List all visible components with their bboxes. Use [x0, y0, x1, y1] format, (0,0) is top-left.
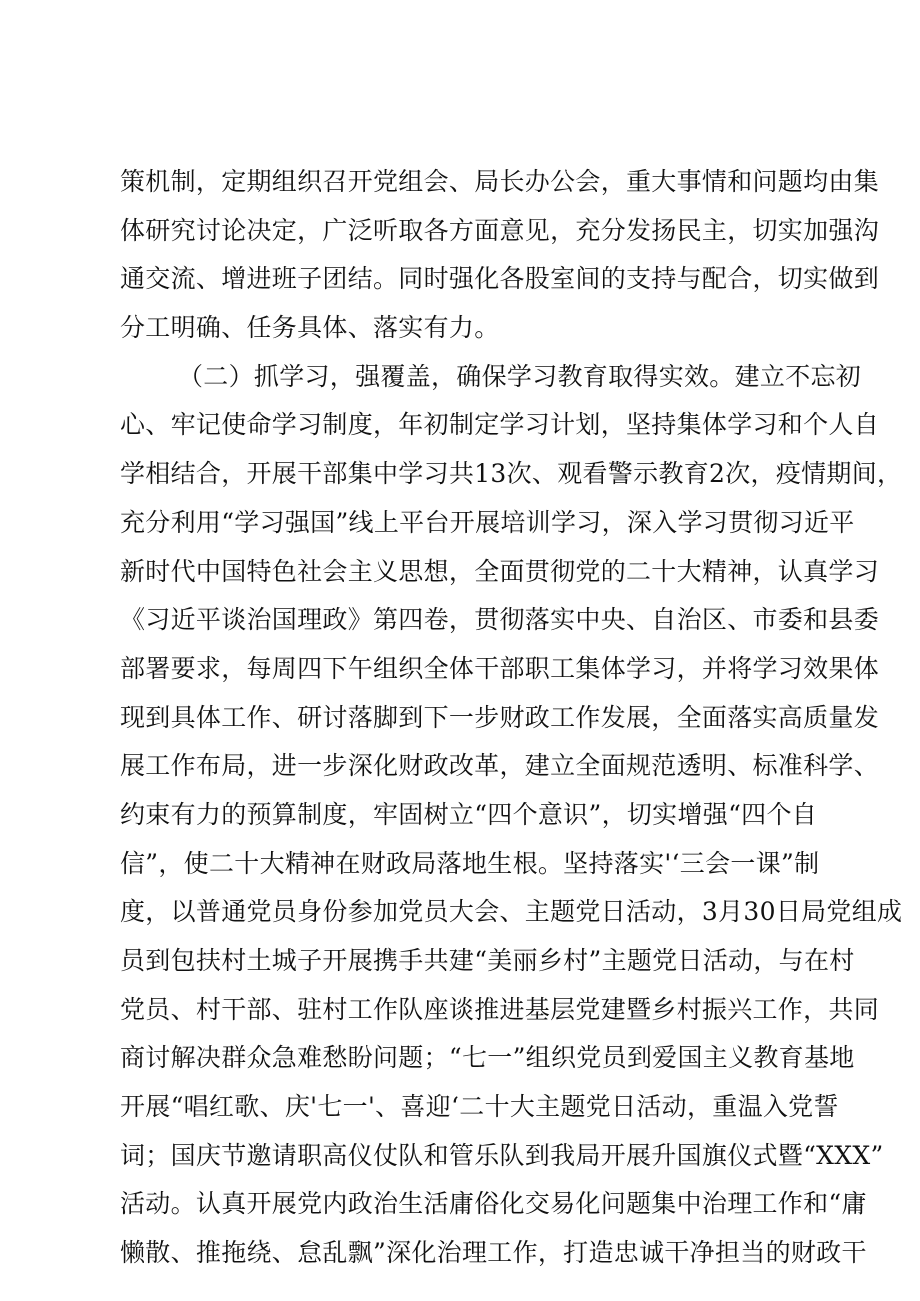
text-line: 策机制，定期组织召开党组会、局长办公会，重大事情和问题均由集	[120, 167, 880, 196]
text-line: 词；国庆节邀请职高仪仗队和管乐队到我局开展升国旗仪式暨“XXX”	[120, 1140, 884, 1170]
paragraph-1	[120, 158, 880, 353]
text-line: 学相结合，开展干部集中学习共13次、观看警示教育2次，疫情期间，	[120, 459, 903, 489]
text-line: 部署要求，每周四下午组织全体干部职工集体学习，并将学习效果体	[120, 653, 880, 683]
text-line: 活动。认真开展党内政治生活庸俗化交易化问题集中治理工作和“庸	[120, 1189, 867, 1219]
text-line: 商讨解决群众急难愁盼问题；“七一”组织党员到爱国主义教育基地	[120, 1043, 855, 1073]
text-line: 度，以普通党员身份参加党员大会、主题党日活动，3月30日局党组成	[120, 897, 903, 927]
paragraph-2	[120, 353, 903, 1278]
text-line: 现到具体工作、研讨落脚到下一步财政工作发展，全面落实高质量发	[120, 702, 880, 732]
text-line: 信”，使二十大精神在财政局落地生根。坚持落实'‘三会一课”制	[120, 848, 820, 878]
text-line: 员到包扶村土城子开展携手共建“美丽乡村”主题党日活动，与在村	[120, 946, 855, 975]
text-line: 新时代中国特色社会主义思想，全面贯彻党的二十大精神，认真学习	[120, 556, 880, 586]
text-line: 心、牢记使命学习制度，年初制定学习计划，坚持集体学习和个人自	[120, 410, 880, 440]
text-line: 展工作布局，进一步深化财政改革，建立全面规范透明、标准科学、	[120, 751, 880, 781]
text-line: 充分利用“学习强国”线上平台开展培训学习，深入学习贯彻习近平	[120, 507, 855, 537]
text-line: 通交流、增进班子团结。同时强化各股室间的支持与配合，切实做到	[120, 264, 880, 294]
text-line: 体研究讨论决定，广泛听取各方面意见，充分发扬民主，切实加强沟	[120, 215, 880, 245]
text-line: 懒散、推拖绕、怠乱飘”深化治理工作，打造忠诚干净担当的财政干	[120, 1238, 867, 1268]
text-line: 约束有力的预算制度，牢固树立“四个意识”，切实增强“四个自	[120, 799, 818, 829]
text-line: 党员、村干部、驻村工作队座谈推进基层党建暨乡村振兴工作，共同	[120, 994, 880, 1024]
section-heading-line: （二）抓学习，强覆盖，确保学习教育取得实效。建立不忘初	[178, 361, 862, 391]
document-body	[120, 158, 903, 1278]
text-line: 开展“唱红歌、庆'七一'、喜迎‘二十大主题党日活动，重温入党誓	[120, 1092, 839, 1122]
text-line: 《习近平谈治国理政》第四卷，贯彻落实中央、自治区、市委和县委	[120, 605, 880, 635]
text-line: 分工明确、任务具体、落实有力。	[120, 313, 500, 343]
